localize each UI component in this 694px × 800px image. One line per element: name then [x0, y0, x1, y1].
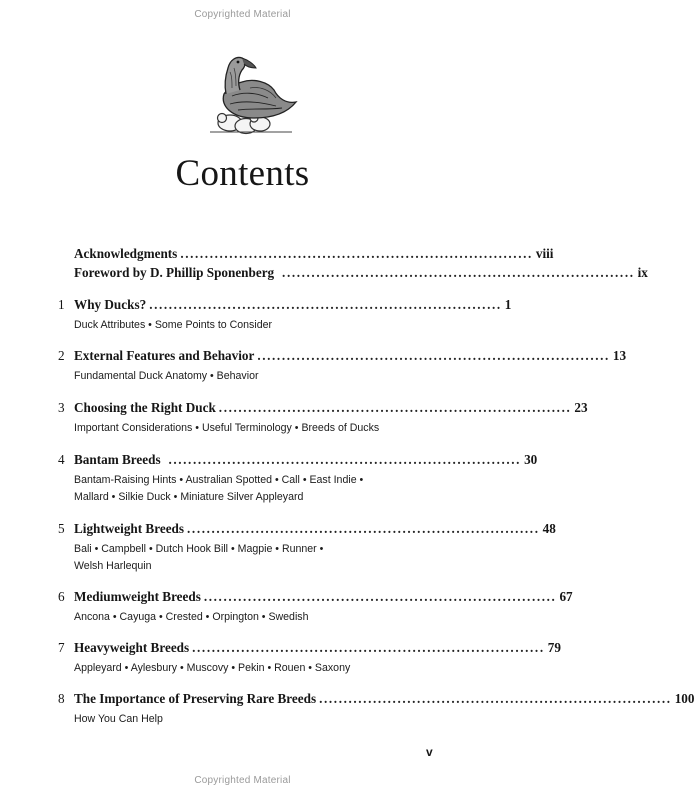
- dot-leader: ........................................................................: [180, 246, 533, 261]
- page-number: v: [426, 745, 433, 759]
- subtopic-line: Bali • Campbell • Dutch Hook Bill • Magpie • Runner •: [74, 543, 324, 555]
- subtopic-line: Important Considerations • Useful Terminology • Breeds of Ducks: [74, 422, 380, 434]
- chapter-title: Heavyweight Breeds: [74, 640, 190, 655]
- chapter-number: 3: [58, 400, 65, 415]
- toc-chapter-1[interactable]: [58, 297, 512, 334]
- chapter-subtopics: [74, 541, 440, 575]
- chapter-page: 48: [542, 521, 556, 536]
- subtopic-line: Appleyard • Aylesbury • Muscovy • Pekin • Rouen • Saxony: [74, 662, 351, 674]
- toc-entry-page: ix: [637, 265, 648, 280]
- chapter-subtopics: [74, 609, 440, 626]
- chapter-page: 30: [524, 452, 538, 467]
- toc-chapter-3[interactable]: [58, 400, 588, 437]
- chapter-subtopics: [74, 368, 440, 385]
- chapter-number: 2: [58, 348, 65, 363]
- chapter-title: Lightweight Breeds: [74, 521, 185, 536]
- dot-leader: ........................................................................: [192, 640, 545, 655]
- chapter-number: 1: [58, 297, 65, 312]
- toc-chapter-8[interactable]: [58, 691, 694, 728]
- subtopic-line: Mallard • Silkie Duck • Miniature Silver Appleyard: [74, 491, 304, 503]
- chapter-page: 100: [674, 691, 694, 706]
- chapter-subtopics: [74, 420, 440, 437]
- chapter-title: External Features and Behavior: [74, 348, 255, 363]
- dot-leader: ........................................................................: [218, 400, 572, 415]
- chapter-number: 5: [58, 521, 65, 536]
- subtopic-line: Fundamental Duck Anatomy • Behavior: [74, 370, 259, 382]
- dot-leader: ........................................................................: [277, 265, 635, 280]
- chapter-subtopics: [74, 317, 440, 334]
- chapter-subtopics: [74, 711, 440, 728]
- duck-illustration-icon: [202, 46, 300, 138]
- chapter-title: Choosing the Right Duck: [74, 400, 216, 415]
- toc-entry-title: Acknowledgments: [74, 246, 178, 261]
- subtopic-line: Duck Attributes • Some Points to Consider: [74, 319, 273, 331]
- chapter-title: Why Ducks?: [74, 297, 147, 312]
- chapter-page: 23: [574, 400, 588, 415]
- chapter-page: 1: [504, 297, 512, 312]
- toc-chapter-2[interactable]: [58, 348, 627, 385]
- chapter-title: Mediumweight Breeds: [74, 589, 201, 604]
- toc-chapter-7[interactable]: [58, 640, 561, 677]
- toc-chapter-6[interactable]: [58, 589, 573, 626]
- watermark-bottom: Copyrighted Material: [194, 775, 291, 786]
- chapter-page: 79: [547, 640, 561, 655]
- subtopic-line: How You Can Help: [74, 713, 163, 725]
- page-title: Contents: [175, 153, 310, 194]
- dot-leader: ........................................................................: [163, 452, 522, 467]
- subtopic-line: Ancona • Cayuga • Crested • Orpington • Swedish: [74, 611, 309, 623]
- chapter-subtopics: [74, 660, 440, 677]
- toc-entry-foreword[interactable]: [74, 265, 648, 281]
- chapter-page: 67: [559, 589, 573, 604]
- chapter-page: 13: [612, 348, 627, 363]
- toc-entry-acknowledgments[interactable]: [74, 246, 554, 262]
- chapter-subtopics: [74, 472, 440, 506]
- toc-entry-title: Foreword by D. Phillip Sponenberg: [74, 265, 275, 280]
- watermark-top: Copyrighted Material: [194, 9, 291, 20]
- chapter-number: 8: [58, 691, 65, 706]
- dot-leader: ........................................................................: [257, 348, 610, 363]
- dot-leader: ........................................................................: [319, 691, 672, 706]
- chapter-title: The Importance of Preserving Rare Breeds: [74, 691, 317, 706]
- toc-chapter-5[interactable]: [58, 521, 556, 575]
- toc-entry-page: viii: [535, 246, 554, 261]
- chapter-number: 6: [58, 589, 65, 604]
- dot-leader: ........................................................................: [203, 589, 557, 604]
- subtopic-line: Bantam-Raising Hints • Australian Spotted • Call • East Indie •: [74, 474, 364, 486]
- dot-leader: ........................................................................: [149, 297, 502, 312]
- dot-leader: ........................................................................: [187, 521, 540, 536]
- chapter-number: 4: [58, 452, 65, 467]
- chapter-title: Bantam Breeds: [74, 452, 161, 467]
- subtopic-line: Welsh Harlequin: [74, 560, 152, 572]
- toc-chapter-4[interactable]: [58, 452, 538, 506]
- chapter-number: 7: [58, 640, 65, 655]
